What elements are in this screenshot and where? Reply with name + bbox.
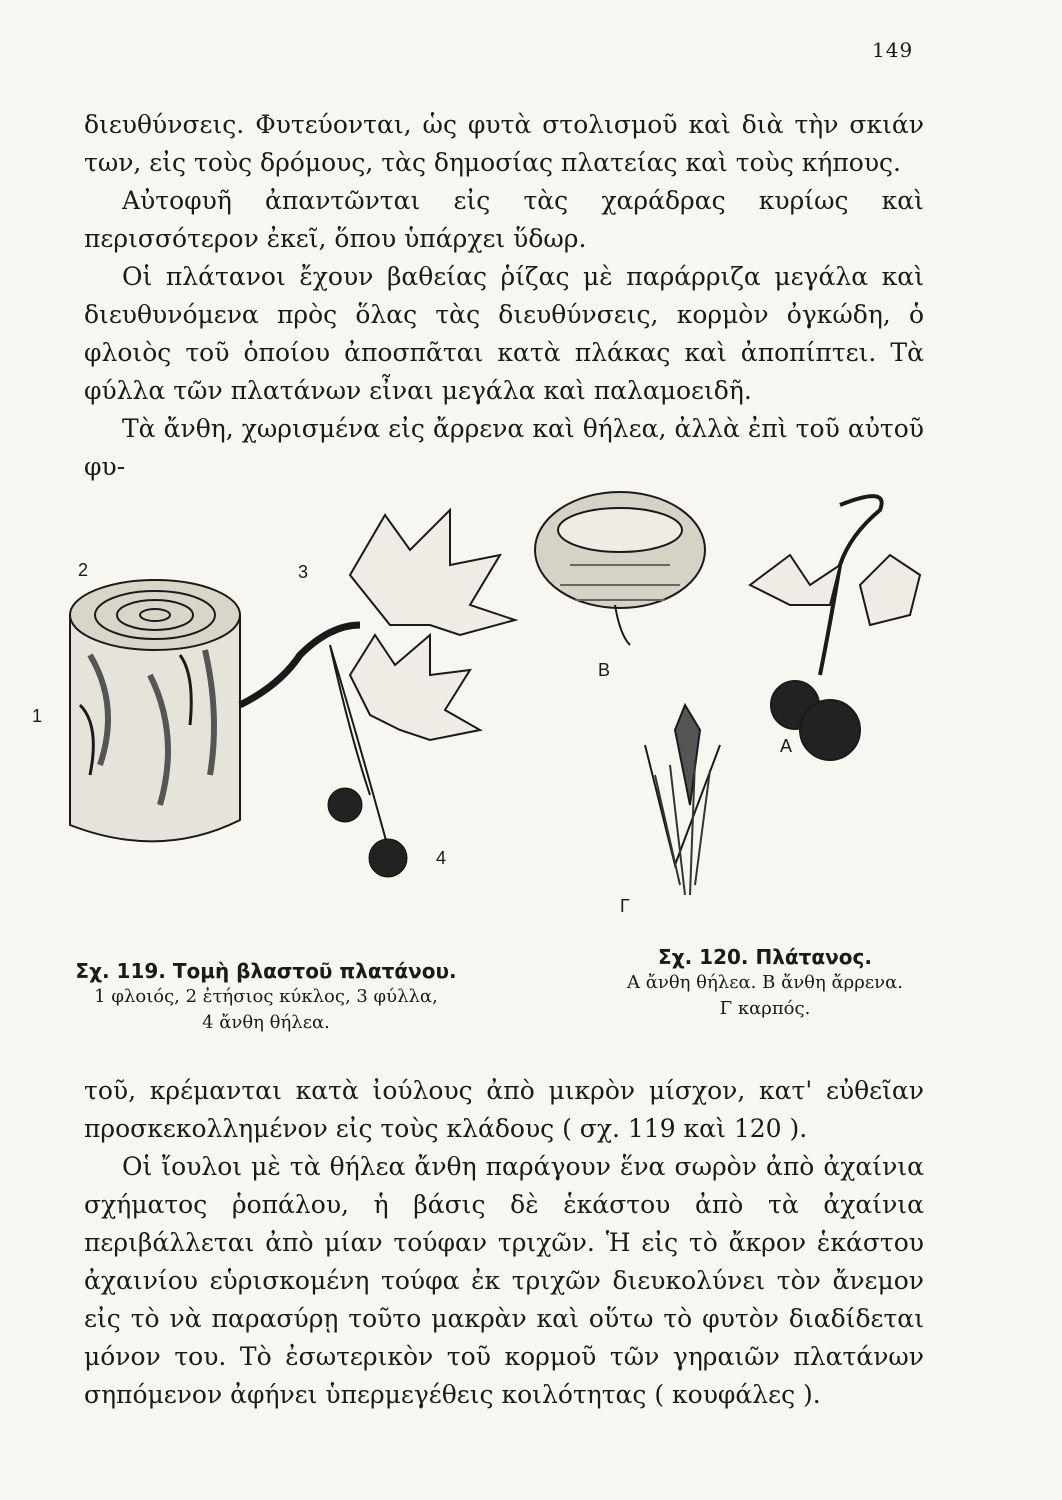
male-flower-drawing bbox=[535, 492, 705, 645]
figure-label: 1 bbox=[32, 706, 43, 726]
figure-label: Β bbox=[598, 660, 611, 680]
paragraph: διευθύνσεις. Φυτεύονται, ὡς φυτὰ στολισμοῦ καὶ διὰ τὴν σκιάν των, εἰς τοὺς δρόμους, τὰς δημοσίας πλατείας καὶ τοὺς κήπους. bbox=[84, 110, 924, 177]
female-flower-balls bbox=[328, 788, 407, 877]
page-number: 149 bbox=[872, 38, 914, 62]
figure-label: 2 bbox=[78, 560, 89, 580]
paragraph: Τὰ ἄνθη, χωρισμένα εἰς ἄρρενα καὶ θήλεα, ἀλλὰ ἐπὶ τοῦ αὐτοῦ φυ- bbox=[84, 414, 924, 481]
paragraph: Οἱ ἴουλοι μὲ τὰ θήλεα ἄνθη παράγουν ἕνα σωρὸν ἀπὸ ἀχαίνια σχήματος ῥοπάλου, ἡ βάσις δὲ ἑκάστου ἀπὸ τὰ ἀχαίνια περιβάλλεται ἀπὸ μίαν τούφαν τριχῶν. Ἡ εἰς τὸ ἄκρον ἑκάστου ἀχαινίου εὑρισκομένη τούφα ἐκ τριχῶν διευκολύνει τὸν ἄνεμον εἰς τὸ νὰ παρασύρῃ τοῦτο μακρὰν καὶ οὕτω τὸ φυτὸν διαδίδεται μόνον του. Τὸ ἐσωτερικὸν τοῦ κορμοῦ τῶν γηραιῶν πλατάνων σηπόμενον ἀφήνει ὑπερμεγέθεις κοιλότητας ( κουφάλες ). bbox=[84, 1152, 924, 1409]
caption-line: 4 ἄνθη θήλεα. bbox=[202, 1012, 330, 1033]
caption-line: Α ἄνθη θήλεα. Β ἄνθη ἄρρενα. bbox=[627, 972, 903, 993]
fruit-drawing bbox=[645, 705, 720, 895]
figure-120-caption bbox=[600, 944, 930, 1022]
paragraph: Οἱ πλάτανοι ἔχουν βαθείας ῥίζας μὲ παράρριζα μεγάλα καὶ διευθυνόμενα πρὸς ὅλας τὰς διευθύνσεις, κορμὸν ὀγκώδη, ὁ φλοιὸς τοῦ ὁποίου ἀποσπᾶται κατὰ πλάκας καὶ ἀποπίπτει. Τὰ φύλλα τῶν πλατάνων εἶναι μεγάλα καὶ παλαμοειδῆ. bbox=[84, 262, 924, 405]
figure-label: 3 bbox=[298, 562, 309, 582]
figure-label: 4 bbox=[436, 848, 447, 868]
fruit-branch-drawing bbox=[750, 496, 920, 760]
caption-title: Σχ. 119. Τομὴ βλαστοῦ πλατάνου. bbox=[75, 959, 457, 983]
caption-title: Σχ. 120. Πλάτανος. bbox=[658, 945, 872, 969]
plane-tree-illustrations bbox=[30, 475, 1030, 945]
paragraph: τοῦ, κρέμανται κατὰ ἰούλους ἀπὸ μικρὸν μίσχον, κατ' εὐθεῖαν προσκεκολλημένον εἰς τοὺς κλάδους ( σχ. 119 καὶ 120 ). bbox=[84, 1076, 924, 1143]
leaf-drawing bbox=[350, 510, 515, 740]
bottom-text bbox=[84, 1072, 924, 1414]
caption-line: Γ καρπός. bbox=[719, 998, 811, 1019]
figure-119-caption bbox=[56, 958, 476, 1036]
top-text bbox=[84, 106, 924, 486]
paragraph: Αὐτοφυῆ ἀπαντῶνται εἰς τὰς χαράδρας κυρίως καὶ περισσότερον ἐκεῖ, ὅπου ὑπάρχει ὕδωρ. bbox=[84, 186, 924, 253]
figure-label: Α bbox=[780, 736, 793, 756]
figure-label: Γ bbox=[620, 896, 630, 916]
caption-line: 1 φλοιός, 2 ἐτήσιος κύκλος, 3 φύλλα, bbox=[94, 986, 438, 1007]
